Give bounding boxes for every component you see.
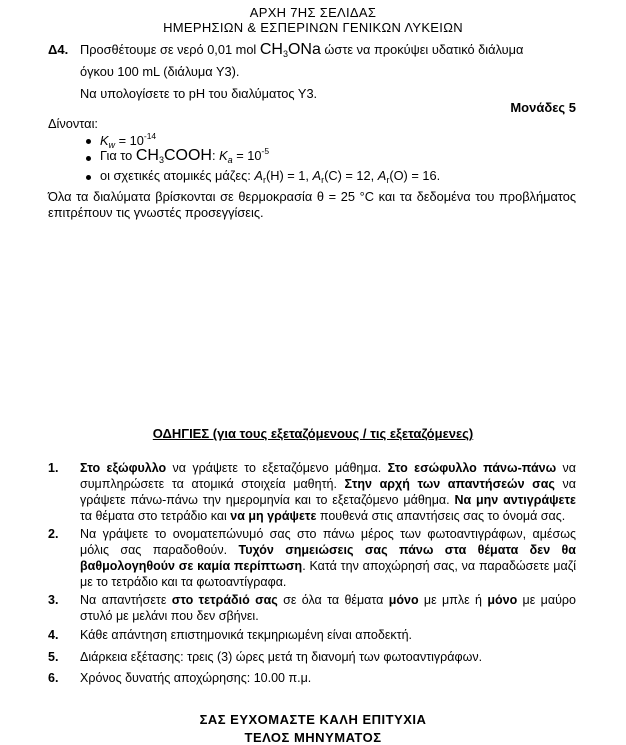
question-text: ώστε να προκύψει υδατικό διάλυμα: [320, 42, 524, 57]
instruction-number: 3.: [48, 593, 59, 607]
page-header-line1: ΑΡΧΗ 7ΗΣ ΣΕΛΙΔΑΣ: [249, 5, 377, 20]
instruction-number: 4.: [48, 628, 59, 642]
given-ka: Για το $CH_3COOH$: $K_a = 10^{-5}$: [100, 146, 270, 165]
instruction-item-6: Χρόνος δυνατής αποχώρησης: 10.00 π.μ.: [80, 671, 312, 685]
question-label: Δ4.: [48, 42, 69, 57]
bullet-icon: [86, 156, 91, 161]
instruction-item-1: Στο εξώφυλλο να γράψετε το εξεταζόμενο μάθημα. Στο εσώφυλλο πάνω-πάνω να συμπληρώσετε τα ατομικά στοιχεία μαθητή. Στην αρχή των απαντήσεών σας να γράψετε πάνω-πάνω την ημερομηνία και το εξεταζόμενο μάθημα. Να μην αντιγράψετε τα θέματα στο τετράδιο και να μη γράψετε πουθενά στις απαντήσεις σας το όνομά σας.: [80, 461, 576, 523]
given-closing: Όλα τα διαλύματα βρίσκονται σε θερμοκρασία θ = 25 °C και τα δεδομένα του προβλήματος επιτρέπουν τις γνωστές προσεγγίσεις.: [48, 189, 576, 220]
given-kw: $K_w = 10^{-14}$: [100, 131, 157, 150]
footer-wish: ΣΑΣ ΕΥΧΟΜΑΣΤΕ ΚΑΛΗ ΕΠΙΤΥΧΙΑ: [199, 712, 427, 727]
given-label: Δίνονται:: [48, 116, 98, 131]
bullet-icon: [86, 139, 91, 144]
formula-ch3ona: $CH_3ONa$: [259, 41, 321, 59]
instruction-number: 2.: [48, 527, 59, 541]
instruction-item-3: Να απαντήσετε στο τετράδιό σας σε όλα τα θέματα μόνο με μπλε ή μόνο με μαύρο στυλό με μελάνι που δεν σβήνει.: [80, 593, 576, 623]
question-line2: όγκου 100 mL (διάλυμα Υ3).: [80, 64, 240, 79]
instruction-item-4: Κάθε απάντηση επιστημονικά τεκμηριωμένη είναι αποδεκτή.: [80, 628, 413, 642]
instruction-number: 6.: [48, 671, 59, 685]
question-line1: [80, 41, 523, 59]
given-masses: οι σχετικές ατομικές μάζες: $A_r(H) = 1$, $A_r(C) = 12$, $A_r(O) = 16$.: [100, 168, 441, 185]
bullet-icon: [86, 175, 91, 180]
footer-end: ΤΕΛΟΣ ΜΗΝΥΜΑΤΟΣ: [244, 730, 382, 745]
page-header-line2: ΗΜΕΡΗΣΙΩΝ & ΕΣΠΕΡΙΝΩΝ ΓΕΝΙΚΩΝ ΛΥΚΕΙΩΝ: [163, 20, 463, 35]
question-line3: Να υπολογίσετε το pH του διαλύματος Υ3.: [80, 86, 318, 101]
instructions-title: ΟΔΗΓΙΕΣ (για τους εξεταζόμενους / τις εξεταζόμενες): [152, 426, 474, 441]
instruction-item-5: Διάρκεια εξέτασης: τρεις (3) ώρες μετά τη διανομή των φωτοαντιγράφων.: [80, 650, 483, 664]
instruction-item-2: Να γράψετε το ονοματεπώνυμό σας στο πάνω μέρος των φωτοαντιγράφων, αμέσως μόλις σας παραδοθούν. Τυχόν σημειώσεις σας πάνω στα θέματα δεν θα βαθμολογηθούν σε καμία περίπτωση. Κατά την αποχώρησή σας, να παραδώσετε μαζί με το τετράδιο και τα φωτοαντίγραφα.: [80, 527, 577, 589]
question-text: Προσθέτουμε σε νερό 0,01 mol: [80, 42, 260, 57]
marks-label: Μονάδες 5: [510, 100, 576, 115]
instruction-number: 5.: [48, 650, 59, 664]
instruction-number: 1.: [48, 461, 59, 475]
